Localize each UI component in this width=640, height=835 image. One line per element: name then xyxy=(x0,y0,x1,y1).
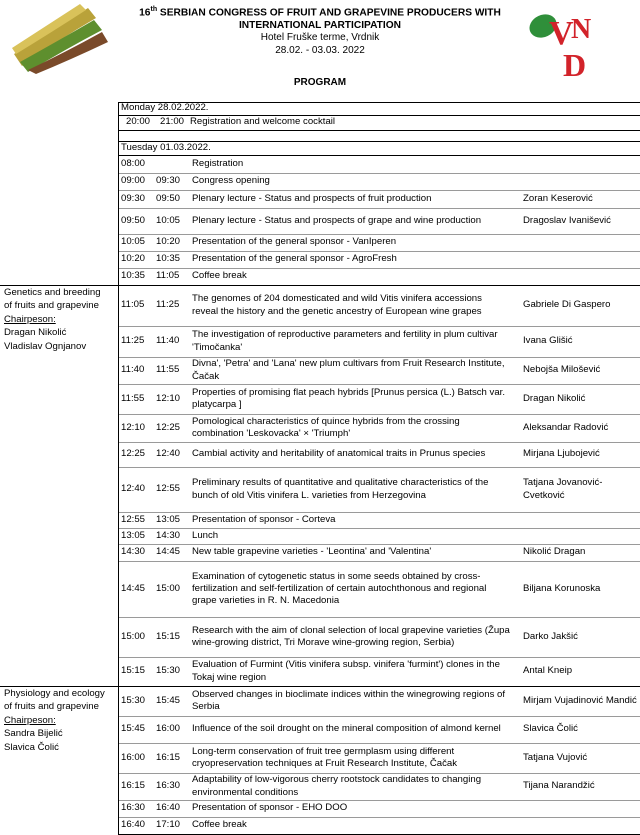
svg-text:V: V xyxy=(549,15,574,52)
speaker-name: Nebojša Milošević xyxy=(523,364,601,376)
speaker-name: Gabriele Di Gaspero xyxy=(523,299,611,311)
speaker-name xyxy=(523,512,638,528)
session-title: Plenary lecture - Status and prospects of grape and wine production xyxy=(192,214,482,226)
time-start: 20:00 xyxy=(126,116,151,128)
schedule-row xyxy=(118,657,639,686)
schedule-row xyxy=(118,716,639,743)
time-end: 11:05 xyxy=(156,270,180,282)
schedule-row xyxy=(118,115,639,130)
time-start: 10:20 xyxy=(121,253,146,265)
time-end: 21:00 xyxy=(160,116,185,128)
session-title: Presentation of sponsor - EHO DOO xyxy=(192,802,348,814)
time-start: 15:45 xyxy=(121,723,146,735)
schedule-row xyxy=(118,357,639,384)
speaker-name: Aleksandar Radović xyxy=(523,421,609,433)
time-start: 09:50 xyxy=(121,214,146,226)
schedule-row xyxy=(118,234,639,251)
session-title: The genomes of 204 domesticated and wild Vitis vinifera accessions reveal the history and the genetic ancestry of European wine grapes xyxy=(192,293,482,317)
venue-name: Hotel Fruške terme, Vrdnik xyxy=(260,32,380,43)
time-end: 16:15 xyxy=(156,751,181,763)
schedule-row xyxy=(118,155,639,173)
speaker-name: Nikolić Dragan xyxy=(523,546,586,558)
time-end: 09:50 xyxy=(156,192,181,204)
time-end: 17:10 xyxy=(156,819,181,831)
session-title: Adaptability of low-vigorous cherry rootstock candidates to changing environmental conditions xyxy=(192,774,482,798)
schedule-row xyxy=(118,617,639,657)
time-start: 09:30 xyxy=(121,192,146,204)
time-start: 16:15 xyxy=(121,780,146,792)
time-end: 10:35 xyxy=(156,253,181,265)
time-start: 11:55 xyxy=(121,392,145,404)
schedule-row xyxy=(118,414,639,442)
schedule-row xyxy=(118,384,639,414)
time-start: 09:00 xyxy=(121,175,146,187)
session-title: Lunch xyxy=(192,529,219,541)
time-start: 11:40 xyxy=(121,364,145,376)
day-header xyxy=(118,102,639,115)
session-title: Pomological characteristics of quince hybrids from the crossing combination 'Leskovacka' × 'Triumph' xyxy=(192,415,460,439)
time-start: 12:10 xyxy=(121,421,146,433)
time-start: 14:30 xyxy=(121,546,146,558)
title-line2: INTERNATIONAL PARTICIPATION xyxy=(238,20,402,32)
time-start: 16:40 xyxy=(121,819,146,831)
schedule-row xyxy=(118,285,639,326)
section-physiology xyxy=(4,687,116,754)
speaker-name: Biljana Korunoska xyxy=(523,582,601,594)
speaker-name: Tatjana Vujović xyxy=(523,751,588,763)
session-title: Influence of the soil drought on the mineral composition of almond kernel xyxy=(192,723,501,735)
schedule-row xyxy=(118,251,639,268)
schedule-row xyxy=(118,561,639,617)
time-start: 12:55 xyxy=(121,513,146,525)
schedule-row xyxy=(118,686,639,716)
title-suffix-th: th xyxy=(150,6,158,13)
chair-label: Chairpeson: xyxy=(4,714,56,726)
time-end: 12:10 xyxy=(156,392,181,404)
time-start: 12:40 xyxy=(121,483,146,495)
speaker-name: Ivana Glišić xyxy=(523,335,573,347)
session-title: Presentation of sponsor - Corteva xyxy=(192,513,336,525)
time-end: 16:40 xyxy=(156,802,181,814)
rule xyxy=(118,130,640,131)
time-end: 15:15 xyxy=(156,630,181,642)
day-header xyxy=(118,141,639,155)
time-start: 15:00 xyxy=(121,630,146,642)
time-start: 08:00 xyxy=(121,157,146,169)
speaker-name xyxy=(523,155,638,173)
schedule-row xyxy=(118,512,639,528)
time-end: 16:30 xyxy=(156,780,181,792)
time-end: 13:05 xyxy=(156,513,181,525)
time-start: 12:25 xyxy=(121,448,146,460)
time-start: 13:05 xyxy=(121,529,146,541)
time-start: 10:05 xyxy=(121,236,146,248)
time-end: 10:05 xyxy=(156,214,181,226)
session-title: Observed changes in bioclimate indices within the winegrowing regions of Serbia xyxy=(192,688,506,712)
speaker-name xyxy=(523,800,638,817)
session-title: Registration xyxy=(192,157,244,169)
speaker-name xyxy=(523,234,638,251)
time-start: 15:15 xyxy=(121,665,146,677)
session-title: Preliminary results of quantitative and qualitative characteristics of the bunch of old Vitis vinifera L. varieties from Herzegovina xyxy=(192,477,489,501)
time-start: 11:05 xyxy=(121,299,145,311)
speaker-name xyxy=(523,528,638,544)
time-start: 16:00 xyxy=(121,751,146,763)
speaker-name: Zoran Keserović xyxy=(523,192,593,204)
speaker-name: Tatjana Jovanović-Cvetković xyxy=(523,477,603,501)
schedule-row xyxy=(118,544,639,561)
time-end: 12:55 xyxy=(156,483,181,495)
time-end: 15:45 xyxy=(156,694,181,706)
speaker-name: Antal Kneip xyxy=(523,665,573,677)
schedule-row xyxy=(118,467,639,512)
session-title: Cambial activity and heritability of anatomical traits in Prunus species xyxy=(192,448,486,460)
time-end: 16:00 xyxy=(156,723,181,735)
session-title: Coffee break xyxy=(192,819,247,831)
chair-name: Dragan Nikolić xyxy=(4,327,67,339)
session-title: The investigation of reproductive parameters and fertility in plum cultivar 'Timočanka' xyxy=(192,329,498,353)
speaker-name: Mirjana Ljubojević xyxy=(523,448,600,460)
time-start: 16:30 xyxy=(121,802,146,814)
speaker-name: Slavica Čolić xyxy=(523,723,578,735)
section-title: Genetics and breeding xyxy=(4,287,101,298)
schedule-row xyxy=(118,268,639,285)
schedule-row xyxy=(118,173,639,190)
session-title: Coffee break xyxy=(192,270,247,282)
session-title: Registration and welcome cocktail xyxy=(190,116,336,128)
session-title: New table grapevine varieties - 'Leontina' and 'Valentina' xyxy=(192,546,432,558)
time-start: 10:35 xyxy=(121,270,146,282)
time-start: 15:30 xyxy=(121,694,146,706)
day-label: Monday 28.02.2022. xyxy=(121,102,209,114)
speaker-name: Darko Jakšić xyxy=(523,630,578,642)
schedule-row xyxy=(118,190,639,208)
chair-label: Chairpeson: xyxy=(4,313,56,325)
schedule-row xyxy=(118,743,639,773)
section-genetics xyxy=(4,286,116,353)
program-heading: PROGRAM xyxy=(293,77,347,88)
speaker-name xyxy=(523,817,638,834)
time-end: 14:45 xyxy=(156,546,181,558)
session-title: Divna', 'Petra' and 'Lana' new plum cultivars from Fruit Research Institute, Čačak xyxy=(192,358,505,382)
schedule-row xyxy=(118,773,639,800)
time-end xyxy=(156,155,188,173)
speaker-name: Mirjam Vujadinović Mandić xyxy=(523,694,637,706)
chair-name: Sandra Bijelić xyxy=(4,728,63,740)
chair-name: Slavica Čolić xyxy=(4,741,59,753)
time-end: 12:40 xyxy=(156,448,181,460)
session-title: Congress opening xyxy=(192,175,270,187)
svg-text:N: N xyxy=(571,14,592,45)
speaker-name: Dragoslav Ivanišević xyxy=(523,214,611,226)
speaker-name xyxy=(523,268,638,285)
time-end: 14:30 xyxy=(156,529,181,541)
session-title: Long-term conservation of fruit tree germplasm using different cryopreservation techniques at Fruit Research Institute, Čačak xyxy=(192,745,458,769)
title-prefix: 16 xyxy=(139,7,151,19)
section-title: of fruits and grapevine xyxy=(4,701,99,713)
chair-name: Vladislav Ognjanov xyxy=(4,340,87,352)
schedule-row xyxy=(118,817,639,834)
congress-dates: 28.02. - 03.03. 2022 xyxy=(275,45,365,56)
speaker-name xyxy=(523,173,638,190)
session-title: Examination of cytogenetic status in some seeds obtained by cross-fertilization and self-fertilization of certain autochthonous and regional grape varieties in R. N. Macedonia xyxy=(192,570,487,607)
time-start: 14:45 xyxy=(121,582,146,594)
time-end: 09:30 xyxy=(156,175,181,187)
section-title: of fruits and grapevine xyxy=(4,300,99,312)
svg-text:D: D xyxy=(563,47,587,82)
session-title: Properties of promising flat peach hybrids [Prunus persica (L.) Batsch var. platycarpa ] xyxy=(192,386,506,410)
session-title: Presentation of the general sponsor - AgroFresh xyxy=(192,253,397,265)
schedule-row xyxy=(118,442,639,467)
section-title: Physiology and ecology xyxy=(4,688,105,699)
session-title: Presentation of the general sponsor - VanIperen xyxy=(192,236,397,248)
time-start: 11:25 xyxy=(121,335,145,347)
session-title: Evaluation of Furmint (Vitis vinifera subsp. vinifera 'furmint') clones in the Tokaj wine region xyxy=(192,659,500,683)
schedule-row xyxy=(118,208,639,234)
schedule-row xyxy=(118,528,639,544)
time-end: 15:00 xyxy=(156,582,181,594)
schedule-row xyxy=(118,326,639,357)
session-title: Plenary lecture - Status and prospects of fruit production xyxy=(192,192,432,204)
session-title: Research with the aim of clonal selection of local grapevine varieties (Župa wine-growing district, Tri Morave wine-growing region, Serbia) xyxy=(192,624,510,648)
speaker-name xyxy=(523,115,638,130)
speaker-name: Tijana Narandžić xyxy=(523,780,595,792)
title-line1: SERBIAN CONGRESS OF FRUIT AND GRAPEVINE PRODUCERS WITH xyxy=(157,7,501,19)
time-end: 15:30 xyxy=(156,665,181,677)
time-end: 10:20 xyxy=(156,236,181,248)
time-end: 11:25 xyxy=(156,299,180,311)
time-end: 11:55 xyxy=(156,364,180,376)
schedule-row xyxy=(118,800,639,817)
speaker-name xyxy=(523,251,638,268)
time-end: 12:25 xyxy=(156,421,181,433)
speaker-name: Dragan Nikolić xyxy=(523,392,586,404)
time-end: 11:40 xyxy=(156,335,180,347)
day-label: Tuesday 01.03.2022. xyxy=(121,141,211,153)
